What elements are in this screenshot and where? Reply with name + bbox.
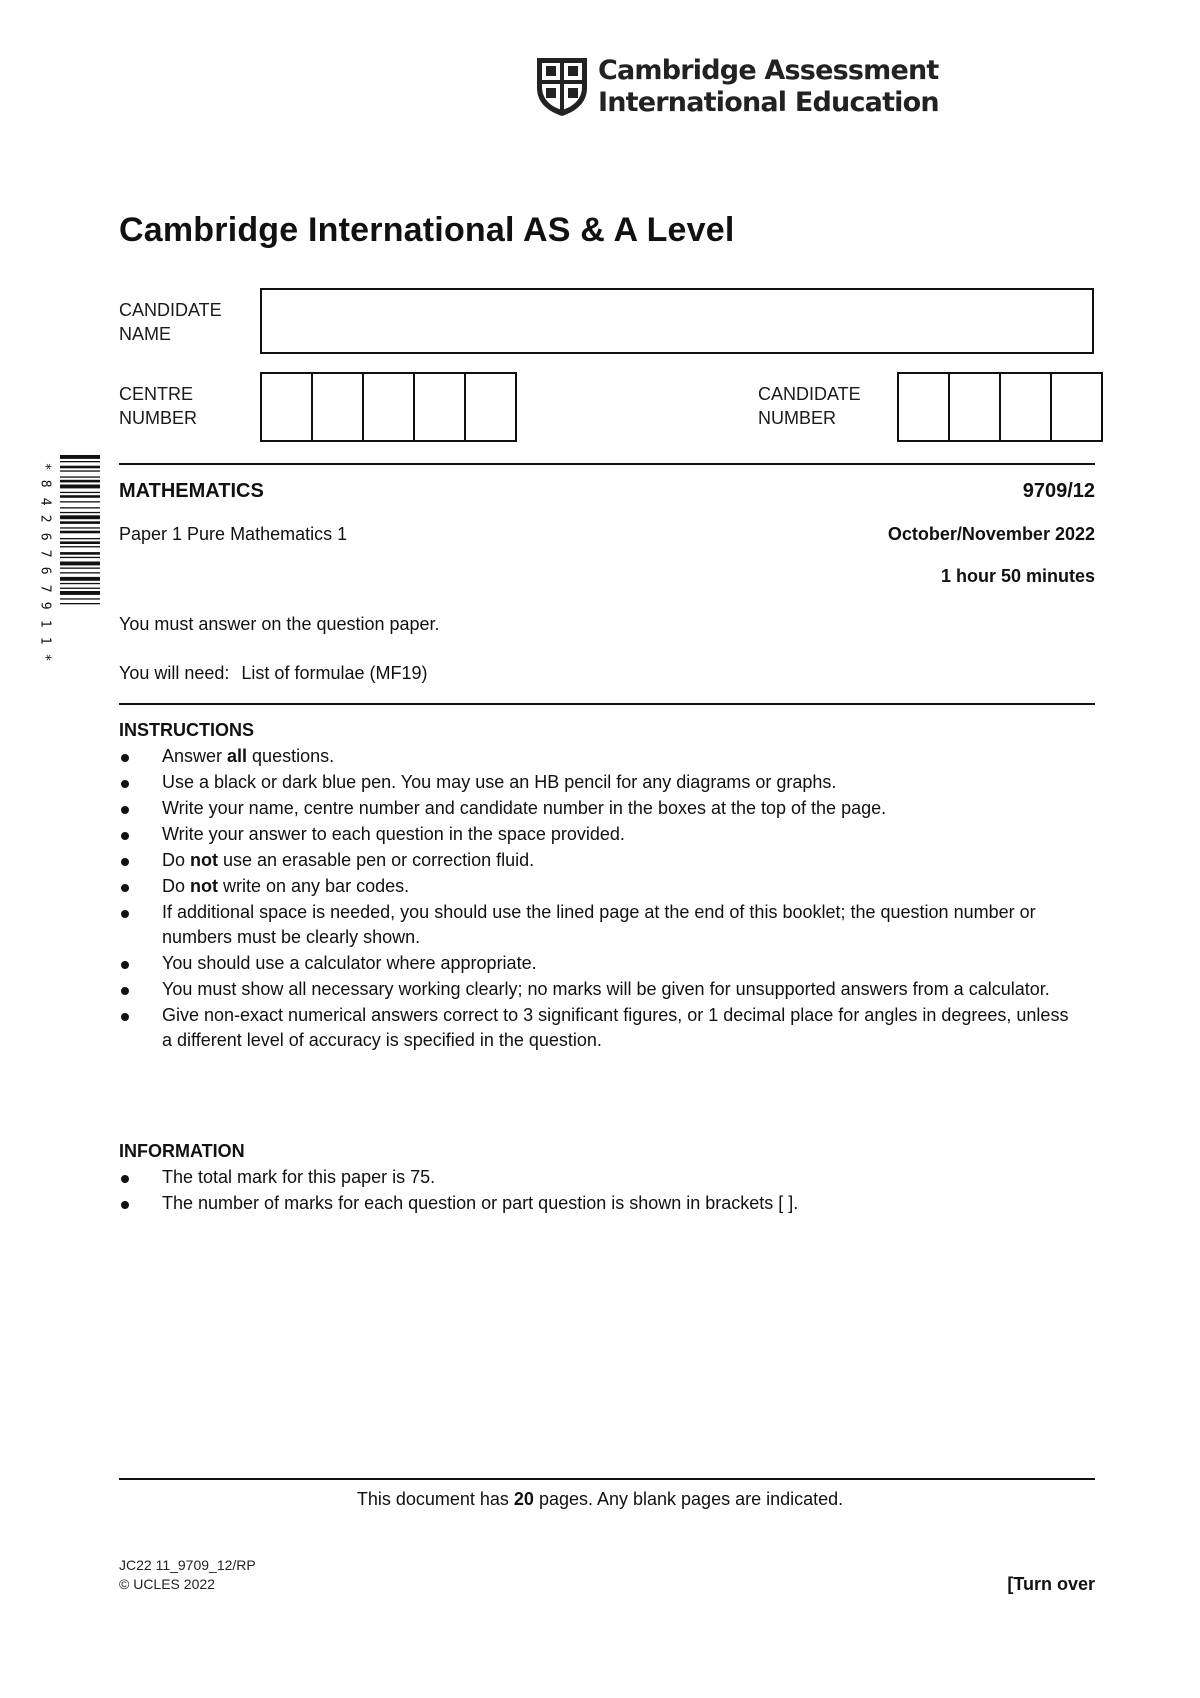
instruction-text: Do xyxy=(162,876,191,896)
bullet-icon xyxy=(121,884,129,892)
barcode-digit: 8 xyxy=(37,480,53,489)
barcode-bar xyxy=(60,507,100,508)
instruction-text: use an erasable pen or correction fluid. xyxy=(218,850,535,870)
instruction-item xyxy=(119,900,1079,950)
bullet-icon xyxy=(121,1013,129,1021)
barcode-bar xyxy=(60,591,100,595)
instruction-item xyxy=(119,874,1079,899)
barcode xyxy=(60,455,100,685)
candidate-number-label-line2: NUMBER xyxy=(758,408,837,428)
divider xyxy=(119,463,1095,465)
bullet-icon xyxy=(121,858,129,866)
answer-note: You must answer on the question paper. xyxy=(119,614,440,634)
cambridge-logo xyxy=(534,56,939,118)
centre-number-digit-box[interactable] xyxy=(466,374,515,440)
barcode-bar xyxy=(60,546,100,547)
barcode-bar xyxy=(60,572,100,573)
barcode-bar xyxy=(60,461,100,462)
barcode-bar xyxy=(60,568,100,569)
logo-line-1: Cambridge Assessment xyxy=(598,55,939,86)
instruction-item xyxy=(119,744,1079,769)
barcode-digit: 4 xyxy=(37,497,53,506)
candidate-number-digit-box[interactable] xyxy=(950,374,1001,440)
instruction-item xyxy=(119,796,1079,821)
information-text: The total mark for this paper is 75. xyxy=(162,1167,436,1187)
copyright: © UCLES 2022 xyxy=(119,1576,215,1592)
centre-number-boxes xyxy=(260,372,517,442)
barcode-digit: 2 xyxy=(37,515,53,523)
instruction-item xyxy=(119,770,1079,795)
reference-code: JC22 11_9709_12/RP xyxy=(119,1557,256,1573)
barcode-bar xyxy=(60,598,100,599)
barcode-digit: * xyxy=(37,654,53,663)
instruction-text: Give non-exact numerical answers correct to 3 significant figures, or 1 decimal place for angles in degrees, unless a different level of accuracy is specified in the question. xyxy=(162,1005,1069,1050)
footer-divider xyxy=(119,1478,1095,1480)
document-reference xyxy=(119,1556,256,1594)
information-item xyxy=(119,1191,1079,1216)
materials-needed-value: List of formulae (MF19) xyxy=(241,663,428,683)
instruction-item xyxy=(119,977,1079,1002)
instruction-text: questions. xyxy=(247,746,335,766)
instruction-emphasis: not xyxy=(190,876,218,896)
candidate-number-label xyxy=(758,382,861,430)
candidate-name-box[interactable] xyxy=(260,288,1094,354)
candidate-number-digit-box[interactable] xyxy=(1052,374,1101,440)
information-title: INFORMATION xyxy=(119,1141,245,1161)
barcode-bar xyxy=(60,476,100,477)
centre-number-digit-box[interactable] xyxy=(415,374,466,440)
candidate-number-label-line1: CANDIDATE xyxy=(758,384,861,404)
candidate-number-digit-box[interactable] xyxy=(1001,374,1052,440)
page-count-number: 20 xyxy=(513,1489,534,1509)
instruction-text: You should use a calculator where appropriate. xyxy=(162,953,537,973)
instruction-text: Answer xyxy=(162,746,228,766)
bullet-icon xyxy=(121,754,129,762)
exam-duration: 1 hour 50 minutes xyxy=(940,566,1095,586)
barcode-bar xyxy=(60,466,100,469)
instruction-text: Do xyxy=(162,850,191,870)
barcode-bar xyxy=(60,492,100,493)
centre-number-digit-box[interactable] xyxy=(313,374,364,440)
bullet-icon xyxy=(121,910,129,918)
candidate-name-label xyxy=(119,298,222,346)
instruction-emphasis: all xyxy=(227,746,248,766)
candidate-name-label-line1: CANDIDATE xyxy=(119,300,222,320)
barcode-bar xyxy=(60,512,100,513)
logo-line-2: International Education xyxy=(598,87,939,118)
qualification-title: Cambridge International AS & A Level xyxy=(119,211,735,249)
instruction-item xyxy=(119,951,1079,976)
barcode-bar xyxy=(60,480,100,483)
barcode-digit: 1 xyxy=(37,636,53,645)
barcode-digit: 9 xyxy=(37,602,53,610)
barcode-bar xyxy=(60,531,100,534)
materials-needed xyxy=(119,663,427,684)
page-count-note xyxy=(0,1489,1200,1510)
bullet-icon xyxy=(121,1201,129,1209)
candidate-number-digit-box[interactable] xyxy=(899,374,950,440)
logo-text xyxy=(598,55,939,119)
instruction-text: Write your answer to each question in the space provided. xyxy=(162,824,625,844)
barcode-bar xyxy=(60,515,100,519)
bullet-icon xyxy=(121,806,129,814)
instruction-text: write on any bar codes. xyxy=(218,876,410,896)
information-item xyxy=(119,1165,1079,1190)
barcode-bar xyxy=(60,588,100,589)
barcode-bar xyxy=(60,538,100,539)
barcode-digit: 7 xyxy=(37,549,53,558)
barcode-bar xyxy=(60,455,100,459)
bullet-icon xyxy=(121,780,129,788)
instruction-emphasis: not xyxy=(190,850,218,870)
turn-over: [Turn over xyxy=(1007,1574,1095,1594)
instruction-text: You must show all necessary working clearly; no marks will be given for unsupported answers from a calculator. xyxy=(162,979,1050,999)
paper-code: 9709/12 xyxy=(1022,480,1095,502)
instruction-text: If additional space is needed, you should use the lined page at the end of this booklet; the question number or numbers must be clearly shown. xyxy=(162,902,1036,947)
centre-number-label-line2: NUMBER xyxy=(119,408,198,428)
instruction-item xyxy=(119,1003,1079,1053)
bullet-icon xyxy=(121,961,129,969)
instruction-item xyxy=(119,822,1079,847)
barcode-bar xyxy=(60,552,100,555)
instruction-text: Use a black or dark blue pen. You may use an HB pencil for any diagrams or graphs. xyxy=(162,772,837,792)
barcode-digits xyxy=(38,458,52,667)
candidate-number-boxes xyxy=(897,372,1103,442)
barcode-bar xyxy=(60,583,100,584)
barcode-digit: * xyxy=(37,462,53,471)
instructions-title: INSTRUCTIONS xyxy=(119,720,254,740)
barcode-bar xyxy=(60,562,100,566)
crest-icon xyxy=(534,56,590,118)
barcode-digit: 1 xyxy=(37,619,53,628)
candidate-name-label-line2: NAME xyxy=(119,324,172,344)
centre-number-digit-box[interactable] xyxy=(262,374,313,440)
barcode-bar xyxy=(60,501,100,502)
instruction-item xyxy=(119,848,1079,873)
barcode-bar xyxy=(60,527,100,528)
paper-title: Paper 1 Pure Mathematics 1 xyxy=(119,524,348,544)
instruction-text: Write your name, centre number and candidate number in the boxes at the top of the page. xyxy=(162,798,887,818)
exam-session: October/November 2022 xyxy=(887,524,1095,544)
barcode-bar xyxy=(60,470,100,471)
barcode-bar xyxy=(60,577,100,581)
barcode-bar xyxy=(60,541,100,544)
instructions-list xyxy=(119,744,1079,1054)
centre-number-label-line1: CENTRE xyxy=(119,384,194,404)
barcode-digit: 6 xyxy=(37,567,53,576)
page-count-text: This document has xyxy=(356,1489,514,1509)
information-text: The number of marks for each question or part question is shown in brackets [ ]. xyxy=(162,1193,799,1213)
barcode-digit: 6 xyxy=(37,532,53,541)
centre-number-digit-box[interactable] xyxy=(364,374,415,440)
bullet-icon xyxy=(121,832,129,840)
centre-number-label xyxy=(119,382,197,430)
barcode-bar xyxy=(60,485,100,489)
barcode-bar xyxy=(60,603,100,604)
bullet-icon xyxy=(121,1175,129,1183)
barcode-bar xyxy=(60,521,100,524)
information-list xyxy=(119,1165,1079,1217)
bullet-icon xyxy=(121,987,129,995)
barcode-digit: 7 xyxy=(37,584,53,593)
materials-needed-label: You will need: xyxy=(119,663,230,683)
divider xyxy=(119,703,1095,705)
barcode-bar xyxy=(60,495,100,498)
subject-title: MATHEMATICS xyxy=(119,480,264,502)
page-count-text: pages. Any blank pages are indicated. xyxy=(533,1489,844,1509)
barcode-bar xyxy=(60,557,100,558)
